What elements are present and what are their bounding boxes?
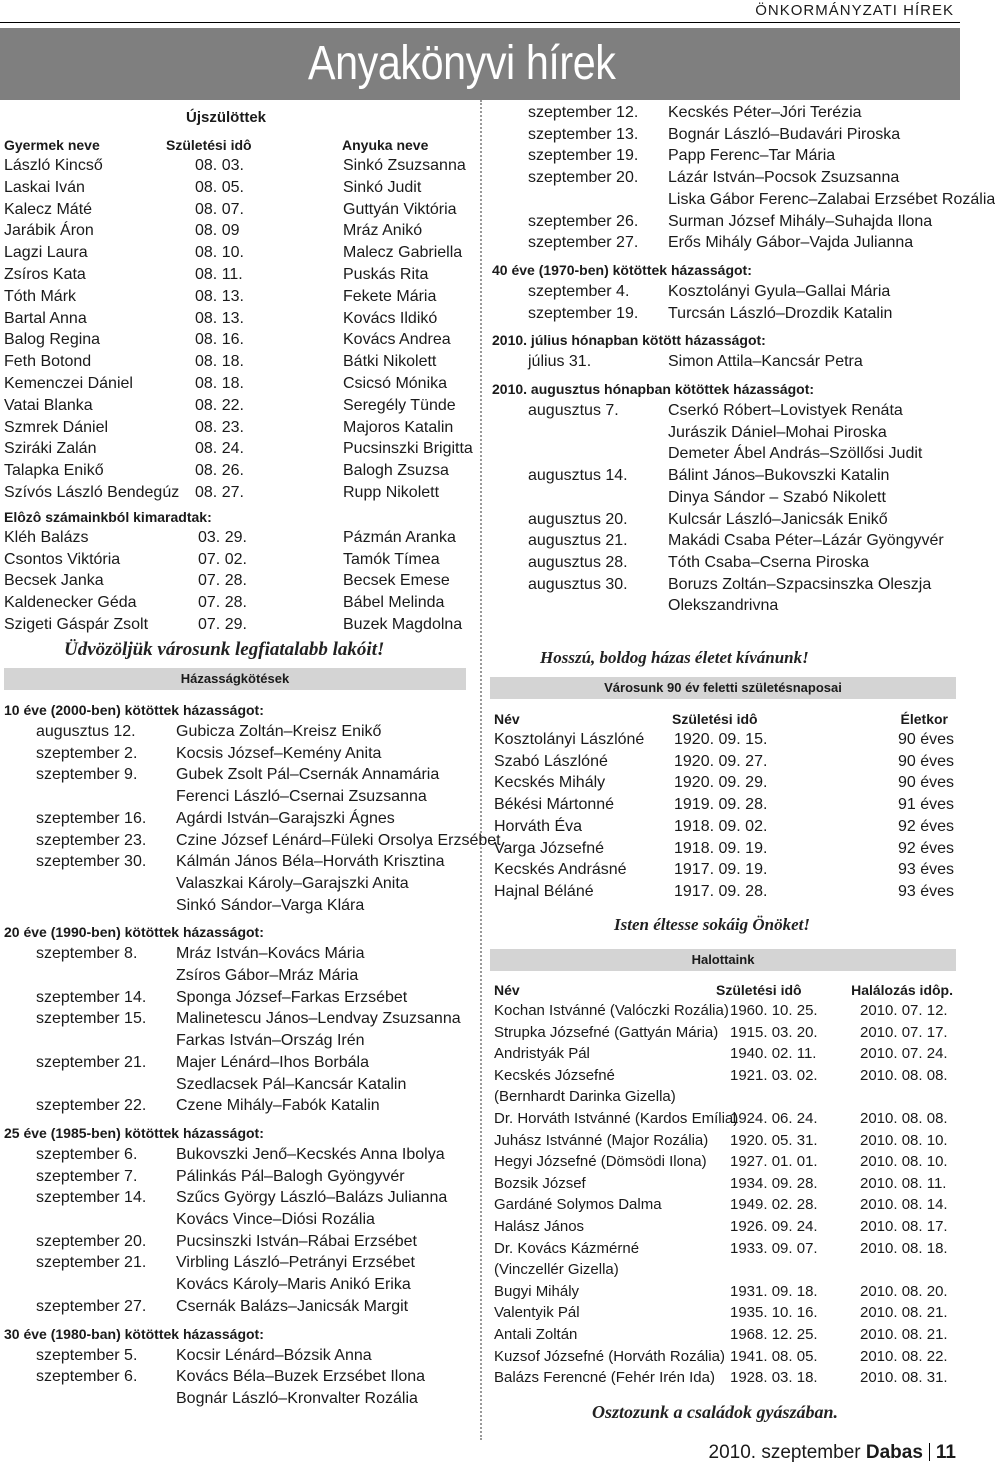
footer-separator: [929, 1443, 930, 1461]
birthday-cell-1: 1920. 09. 15.: [674, 731, 768, 748]
wedding-cell-0: augusztus 12.: [36, 723, 136, 740]
birth-cell-0: Bartal Anna: [4, 309, 87, 327]
birth-cell-1: 08. 26.: [195, 462, 244, 480]
birth-cell-2: Seregély Tünde: [343, 396, 456, 414]
birthday-cell-2: 90 éves: [897, 774, 954, 792]
birthday-cell-0: Hajnal Béláné: [494, 882, 594, 900]
wedding-cell-0: szeptember 14.: [36, 988, 147, 1006]
page-title: Anyakönyvi hírek: [308, 37, 616, 90]
birth-cell-2: Balogh Zsuzsa: [343, 462, 449, 480]
birthday-cell-1: 1919. 09. 28.: [674, 796, 768, 814]
birthday-cell-0: Kecskés Andrásné: [494, 861, 627, 879]
wedding-cell-0: szeptember 5.: [36, 1346, 138, 1364]
birth-cell-1: 08. 24.: [195, 440, 244, 458]
deaths-condolence: Osztozunk a családok gyászában.: [592, 1402, 839, 1422]
wedding-cell-1: Pucsinszki István–Rábai Erzsébet: [176, 1232, 417, 1250]
wedding-cell-1: Kulcsár László–Janicsák Enikő: [668, 510, 888, 528]
birthday-cell-1: 1917. 09. 19.: [674, 861, 768, 879]
wedding-cell-1: Kocsir Lénárd–Bózsik Anna: [176, 1346, 372, 1364]
births-greeting: Üdvözöljük városunk legfiatalabb lakóit!: [64, 639, 385, 660]
birthday-cell-0: Horváth Éva: [494, 817, 583, 835]
death-cell-2: 2010. 07. 17.: [860, 1023, 948, 1041]
wedding-cell-1: Kovács Vince–Diósi Rozália: [176, 1211, 375, 1228]
death-cell-1: 1928. 03. 18.: [730, 1369, 818, 1387]
death-cell-1: 1960. 10. 25.: [730, 1002, 818, 1019]
death-cell-0: Kochan Istvánné (Valóczki Rozália): [494, 1002, 729, 1019]
birth-cell-1: 07. 02.: [198, 550, 247, 568]
birth-cell-1: 08. 27.: [195, 484, 244, 501]
wedding-cell-1: Simon Attila–Kancsár Petra: [668, 353, 863, 371]
wedding-cell-1: Papp Ferenc–Tar Mária: [668, 147, 836, 165]
birthday-cell-2: 90 éves: [897, 752, 954, 770]
death-cell-0: Kecskés Józsefné: [494, 1066, 615, 1084]
birth-cell-0: Vatai Blanka: [4, 396, 93, 414]
wedding-cell-1: Demeter Ábel András–Szöllősi Judit: [668, 445, 923, 463]
death-cell-1: 1949. 02. 28.: [730, 1196, 818, 1214]
birth-cell-0: Szmrek Dániel: [4, 418, 109, 436]
death-cell-1: 1935. 10. 16.: [730, 1304, 818, 1322]
birthday-cell-1: 1920. 09. 29.: [674, 774, 768, 792]
birth-cell-0: Tóth Márk: [4, 287, 77, 305]
wedding-cell-0: szeptember 8.: [36, 945, 138, 963]
column-divider: [480, 100, 482, 1440]
birth-cell-1: 08. 11.: [195, 266, 243, 283]
wedding-cell-0: szeptember 2.: [36, 744, 138, 762]
death-cell-2: 2010. 08. 20.: [860, 1282, 948, 1300]
birthday-cell-2: 92 éves: [897, 839, 954, 857]
death-cell-2: 2010. 08. 18.: [860, 1239, 948, 1257]
wedding-cell-1: Dinya Sándor – Szabó Nikolett: [668, 488, 886, 506]
wedding-cell-1: Szedlacsek Pál–Kancsár Katalin: [176, 1075, 407, 1093]
death-cell-0: Halász János: [494, 1218, 585, 1235]
wedding-cell-0: szeptember 22.: [36, 1097, 147, 1115]
death-cell-0: Juhász Istvánné (Major Rozália): [494, 1131, 709, 1149]
wedding-cell-1: Surman József Mihály–Suhajda Ilona: [668, 212, 933, 230]
wedding-cell-1: Boruzs Zoltán–Szpacsinszka Oleszja: [668, 575, 932, 593]
wedding-cell-1: Szűcs György László–Balázs Julianna: [176, 1189, 448, 1207]
wedding-cell-1: Makádi Csaba Péter–Lázár Gyöngyvér: [668, 532, 944, 550]
death-cell-0: Andristyák Pál: [494, 1045, 590, 1063]
death-cell-2: 2010. 08. 08.: [860, 1110, 948, 1127]
wedding-cell-0: szeptember 26.: [528, 212, 639, 230]
death-cell-2: 2010. 07. 12.: [860, 1002, 948, 1019]
birth-cell-0: Laskai Iván: [4, 178, 85, 196]
birth-cell-0: Becsek Janka: [4, 572, 104, 590]
birth-cell-2: Kovács Ildikó: [343, 309, 438, 327]
wedding-cell-0: szeptember 27.: [36, 1297, 147, 1315]
birth-cell-0: Lagzi Laura: [4, 244, 88, 262]
birth-cell-1: 08. 23.: [195, 418, 244, 436]
death-cell-1: 1933. 09. 07.: [730, 1239, 818, 1257]
wedding-cell-1: Tóth Csaba–Cserna Piroska: [668, 553, 869, 571]
death-cell-2: 2010. 08. 17.: [860, 1218, 948, 1235]
death-cell-0: Strupka Józsefné (Gattyán Mária): [494, 1023, 719, 1041]
birthday-cell-0: Kecskés Mihály: [494, 774, 606, 792]
birth-cell-2: Kovács Andrea: [343, 331, 451, 349]
wedding-group-title: 2010. augusztus hónapban kötöttek házasságot:: [492, 381, 815, 397]
wedding-cell-1: Lázár István–Pocsok Zsuzsanna: [668, 169, 900, 187]
birth-cell-0: Sziráki Zalán: [4, 440, 97, 458]
death-cell-1: 1926. 09. 24.: [730, 1218, 818, 1235]
wedding-cell-0: szeptember 14.: [36, 1189, 147, 1207]
wedding-cell-0: szeptember 27.: [528, 234, 639, 252]
wedding-cell-0: szeptember 20.: [528, 169, 639, 187]
death-cell-1: 1934. 09. 28.: [730, 1174, 818, 1192]
birth-cell-2: Csicsó Mónika: [343, 375, 448, 392]
birth-cell-1: 08. 03.: [195, 157, 244, 174]
birth-cell-2: Mráz Anikó: [343, 222, 423, 240]
birth-cell-0: Kléh Balázs: [4, 528, 89, 546]
wedding-group-title: 2010. július hónapban kötött házasságot:: [492, 332, 766, 349]
wedding-cell-1: Kecskés Péter–Jóri Terézia: [668, 104, 862, 121]
wedding-cell-0: szeptember 6.: [36, 1145, 138, 1163]
wedding-cell-1: Farkas István–Ország Irén: [176, 1032, 365, 1050]
birth-cell-1: 08. 13.: [195, 287, 244, 305]
column-header: Név: [494, 711, 520, 727]
death-cell-1: 1941. 08. 05.: [730, 1347, 818, 1365]
death-cell-1: 1920. 05. 31.: [730, 1131, 818, 1149]
wedding-cell-1: Virbling László–Petrányi Erzsébet: [176, 1254, 415, 1272]
birth-cell-0: Feth Botond: [4, 353, 92, 371]
death-cell-2: 2010. 07. 24.: [860, 1045, 948, 1063]
wedding-cell-1: Czine József Lénárd–Füleki Orsolya Erzsébet: [176, 831, 501, 849]
birth-cell-2: Majoros Katalin: [343, 418, 454, 436]
wedding-cell-1: Sponga József–Farkas Erzsébet: [176, 988, 408, 1006]
wedding-cell-0: szeptember 13.: [528, 125, 639, 143]
wedding-cell-1: Sinkó Sándor–Varga Klára: [176, 896, 365, 914]
birth-cell-0: Zsíros Kata: [4, 266, 86, 283]
birth-cell-0: Balog Regina: [4, 331, 101, 349]
death-cell-2: 2010. 08. 11.: [860, 1174, 947, 1192]
birth-cell-2: Pázmán Aranka: [343, 528, 456, 546]
birth-cell-1: 08. 09: [195, 222, 240, 240]
wedding-cell-1: Zsíros Gábor–Mráz Mária: [176, 967, 359, 984]
wedding-cell-1: Mráz István–Kovács Mária: [176, 945, 365, 963]
wedding-cell-0: szeptember 6.: [36, 1368, 138, 1386]
birth-cell-2: Malecz Gabriella: [343, 244, 463, 262]
birth-cell-0: Szívós László Bendegúz: [4, 484, 180, 501]
death-cell-0: Bozsik József: [494, 1174, 586, 1192]
wedding-cell-0: szeptember 21.: [36, 1254, 147, 1272]
wedding-cell-1: Erős Mihály Gábor–Vajda Julianna: [668, 234, 914, 252]
birth-cell-2: Buzek Magdolna: [343, 616, 463, 633]
wedding-cell-1: Bukovszki Jenő–Kecskés Anna Ibolya: [176, 1145, 445, 1163]
wedding-cell-1: Kosztolányi Gyula–Gallai Mária: [668, 282, 891, 300]
footer-date: 2010. szeptember: [708, 1442, 861, 1463]
death-cell-1: 1940. 02. 11.: [730, 1045, 817, 1063]
death-cell-1: 1924. 06. 24.: [730, 1110, 818, 1127]
birth-cell-2: Puskás Rita: [343, 266, 429, 283]
death-cell-0: Bugyi Mihály: [494, 1282, 580, 1300]
birthdays-wish: Isten éltesse sokáig Önöket!: [614, 915, 810, 934]
birth-cell-2: Guttyán Viktória: [343, 200, 457, 218]
wedding-cell-0: szeptember 9.: [36, 766, 138, 784]
wedding-cell-0: szeptember 12.: [528, 104, 639, 121]
wedding-cell-1: Kovács Béla–Buzek Erzsébet Ilona: [176, 1368, 426, 1386]
wedding-cell-0: augusztus 7.: [528, 402, 619, 419]
wedding-group-title: 20 éve (1990-ben) kötöttek házasságot:: [4, 924, 264, 941]
wedding-cell-1: Csernák Balázs–Janicsák Margit: [176, 1297, 409, 1315]
missed-heading: Elôzô számainkból kimaradtak:: [4, 508, 212, 525]
death-cell-1: 1931. 09. 18.: [730, 1282, 818, 1300]
death-cell-2: 2010. 08. 10.: [860, 1131, 948, 1149]
death-cell-0: (Vinczellér Gizella): [494, 1261, 619, 1279]
wedding-cell-1: Bognár László–Kronvalter Rozália: [176, 1389, 418, 1407]
death-cell-0: Balázs Ferencné (Fehér Irén Ida): [494, 1369, 715, 1387]
birth-cell-1: 08. 16.: [195, 331, 244, 349]
birthday-cell-0: Kosztolányi Lászlóné: [494, 731, 645, 748]
death-cell-2: 2010. 08. 10.: [860, 1153, 948, 1171]
birthday-cell-0: Varga Józsefné: [494, 839, 604, 857]
birthday-cell-1: 1918. 09. 02.: [674, 817, 768, 835]
birth-cell-1: 08. 10.: [195, 244, 244, 262]
wedding-cell-1: Valaszkai Károly–Garajszki Anita: [176, 874, 409, 892]
column-header: Születési idô: [672, 711, 758, 727]
death-cell-2: 2010. 08. 14.: [860, 1196, 948, 1214]
column-header: Anyuka neve: [342, 137, 429, 153]
death-cell-1: 1915. 03. 20.: [730, 1023, 818, 1041]
birth-cell-2: Rupp Nikolett: [343, 484, 440, 501]
birthdays-heading-bar: Városunk 90 év feletti születésnaposai: [490, 677, 956, 699]
wedding-cell-0: szeptember 16.: [36, 809, 147, 827]
birth-cell-1: 08. 22.: [195, 396, 244, 414]
death-cell-0: Antali Zoltán: [494, 1326, 578, 1343]
deaths-heading-bar: Halottaink: [490, 949, 956, 971]
birth-cell-1: 03. 29.: [198, 528, 247, 546]
birthday-cell-1: 1920. 09. 27.: [674, 752, 768, 770]
birth-cell-2: Sinkó Zsuzsanna: [343, 157, 466, 174]
birthday-cell-0: Szabó Lászlóné: [494, 752, 608, 770]
column-header: Születési idô: [716, 982, 802, 998]
birth-cell-2: Fekete Mária: [343, 287, 437, 305]
wedding-cell-1: Liska Gábor Ferenc–Zalabai Erzsébet Rozália: [668, 190, 995, 208]
column-header: Születési idô: [166, 137, 252, 153]
birth-cell-0: Jarábik Áron: [4, 222, 94, 240]
wedding-cell-1: Ferenci László–Csernai Zsuzsanna: [176, 788, 427, 806]
death-cell-0: Dr. Kovács Kázmérné: [494, 1239, 640, 1257]
birth-cell-2: Tamók Tímea: [343, 550, 440, 568]
wedding-group-title: 40 éve (1970-ben) kötöttek házasságot:: [492, 261, 752, 278]
birthday-cell-1: 1917. 09. 28.: [674, 882, 768, 900]
wedding-cell-0: augusztus 30.: [528, 575, 628, 593]
header-rule: [0, 22, 960, 23]
birth-cell-1: 07. 28.: [198, 572, 247, 590]
wedding-cell-0: szeptember 20.: [36, 1232, 147, 1250]
wedding-cell-1: Malinetescu János–Lendvay Zsuzsanna: [176, 1010, 461, 1028]
wedding-cell-1: Olekszandrivna: [668, 597, 779, 615]
birth-cell-0: Kemenczei Dániel: [4, 375, 133, 392]
wedding-cell-1: Gubicza Zoltán–Kreisz Enikő: [176, 723, 382, 740]
death-cell-2: 2010. 08. 22.: [860, 1347, 948, 1365]
wedding-cell-1: Agárdi István–Garajszki Ágnes: [176, 809, 395, 827]
wedding-cell-0: szeptember 21.: [36, 1053, 147, 1071]
wedding-cell-0: szeptember 4.: [528, 282, 630, 300]
wedding-cell-0: augusztus 20.: [528, 510, 628, 528]
birth-cell-1: 08. 05.: [195, 178, 244, 196]
wedding-group-title: 10 éve (2000-ben) kötöttek házasságot:: [4, 702, 264, 718]
birthday-cell-0: Békési Mártonné: [494, 796, 615, 814]
death-cell-1: 1921. 03. 02.: [730, 1066, 818, 1084]
birth-cell-1: 08. 18.: [195, 353, 244, 371]
birth-cell-2: Bátki Nikolett: [343, 353, 437, 371]
wedding-cell-1: Jurászik Dániel–Mohai Piroska: [668, 423, 887, 441]
birthday-cell-1: 1918. 09. 19.: [674, 839, 768, 857]
wedding-cell-1: Bálint János–Bukovszki Katalin: [668, 467, 890, 485]
death-cell-0: (Bernhardt Darinka Gizella): [494, 1088, 676, 1106]
wedding-cell-1: Cserkó Róbert–Lovistyek Renáta: [668, 402, 903, 419]
birthday-cell-2: 91 éves: [897, 796, 954, 814]
birth-cell-0: Kaldenecker Géda: [4, 594, 137, 612]
death-cell-0: Dr. Horváth Istvánné (Kardos Emília): [494, 1110, 739, 1127]
birth-cell-0: Talapka Enikő: [4, 462, 104, 480]
wedding-cell-1: Czene Mihály–Fabók Katalin: [176, 1097, 380, 1115]
weddings-wish: Hosszú, boldog házas életet kívánunk!: [540, 648, 809, 667]
birthday-cell-2: 92 éves: [897, 817, 954, 835]
wedding-cell-1: Bognár László–Budavári Piroska: [668, 125, 901, 143]
birth-cell-0: László Kincső: [4, 157, 103, 174]
birthday-cell-2: 93 éves: [897, 861, 954, 879]
wedding-cell-0: szeptember 15.: [36, 1010, 147, 1028]
birth-cell-1: 08. 18.: [195, 375, 244, 392]
birth-cell-1: 07. 29.: [198, 616, 247, 633]
death-cell-0: Valentyik Pál: [494, 1304, 580, 1322]
wedding-cell-1: Kálmán János Béla–Horváth Krisztina: [176, 853, 445, 871]
birth-cell-2: Becsek Emese: [343, 572, 450, 590]
death-cell-2: 2010. 08. 21.: [860, 1304, 948, 1322]
column-header: Halálozás idôp.: [851, 982, 953, 998]
death-cell-0: Kuzsof Józsefné (Horváth Rozália): [494, 1347, 725, 1365]
wedding-cell-1: Gubek Zsolt Pál–Csernák Annamária: [176, 766, 440, 784]
footer-magazine: Dabas: [865, 1442, 923, 1463]
wedding-group-title: 30 éve (1980-ban) kötöttek házasságot:: [4, 1325, 264, 1342]
wedding-group-title: 25 éve (1985-ben) kötöttek házasságot:: [4, 1124, 264, 1141]
birthday-cell-2: 90 éves: [897, 731, 954, 748]
birth-cell-1: 08. 13.: [195, 309, 244, 327]
birth-cell-1: 07. 28.: [198, 594, 247, 612]
death-cell-0: Gardáné Solymos Dalma: [494, 1196, 662, 1214]
wedding-cell-1: Kocsis József–Kemény Anita: [176, 744, 382, 762]
death-cell-1: 1927. 01. 01.: [730, 1153, 818, 1171]
wedding-cell-0: szeptember 19.: [528, 147, 639, 165]
page-footer: [709, 1442, 957, 1464]
wedding-cell-0: július 31.: [528, 353, 592, 371]
wedding-cell-1: Pálinkás Pál–Balogh Gyöngyvér: [176, 1167, 405, 1185]
wedding-cell-0: szeptember 23.: [36, 831, 147, 849]
wedding-cell-0: augusztus 21.: [528, 532, 628, 550]
wedding-cell-1: Kovács Károly–Maris Anikó Erika: [176, 1276, 411, 1294]
section-label: ÖNKORMÁNYZATI HÍREK: [755, 2, 954, 19]
death-cell-2: 2010. 08. 08.: [860, 1066, 948, 1084]
column-header: Életkor: [900, 711, 948, 727]
wedding-cell-0: szeptember 30.: [36, 853, 147, 871]
birthday-cell-2: 93 éves: [897, 882, 954, 900]
birth-cell-0: Szigeti Gáspár Zsolt: [4, 616, 149, 633]
wedding-cell-1: Majer Lénárd–Ihos Borbála: [176, 1053, 370, 1071]
column-header: Név: [494, 982, 520, 998]
wedding-cell-0: szeptember 19.: [528, 304, 639, 322]
footer-page: 11: [935, 1442, 956, 1463]
wedding-cell-1: Turcsán László–Drozdik Katalin: [668, 304, 893, 322]
birth-cell-2: Sinkó Judit: [343, 178, 422, 196]
weddings-heading-bar: Házasságkötések: [4, 668, 466, 690]
death-cell-0: Hegyi Józsefné (Dömsödi Ilona): [494, 1153, 707, 1171]
wedding-cell-0: augusztus 14.: [528, 467, 628, 485]
births-heading: Újszülöttek: [186, 109, 267, 126]
birth-cell-1: 08. 07.: [195, 200, 244, 218]
birth-cell-2: Pucsinszki Brigitta: [343, 440, 473, 458]
column-header: Gyermek neve: [4, 137, 100, 153]
birth-cell-0: Kalecz Máté: [4, 200, 93, 218]
birth-cell-2: Bábel Melinda: [343, 594, 445, 612]
death-cell-2: 2010. 08. 21.: [860, 1326, 948, 1343]
death-cell-1: 1968. 12. 25.: [730, 1326, 818, 1343]
wedding-cell-0: augusztus 28.: [528, 553, 628, 571]
death-cell-2: 2010. 08. 31.: [860, 1369, 948, 1387]
birth-cell-0: Csontos Viktória: [4, 550, 121, 568]
wedding-cell-0: szeptember 7.: [36, 1167, 138, 1185]
